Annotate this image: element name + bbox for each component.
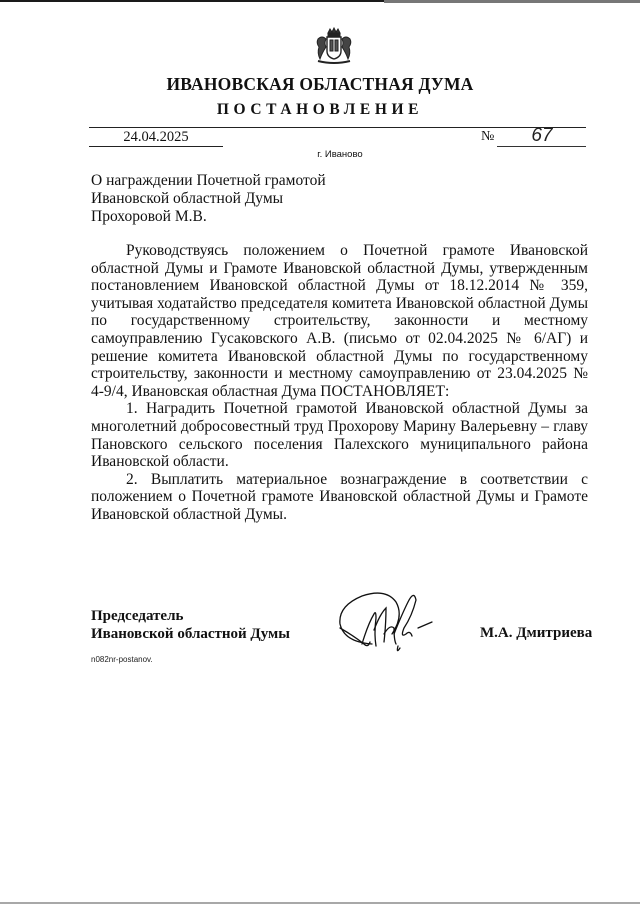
signer-name: М.А. Дмитриева: [480, 625, 593, 641]
date-underline: [89, 146, 223, 147]
preamble-paragraph: Руководствуясь положением о Почетной грамоте Ивановской областной Думы и Грамоте Ивановской областной Думы, утвержденным постановлением Ивановской областной Думы от 18.12.2014 № 359, учитывая ходатайство председателя комитета Ивановской областной Думы по государственному строительству, законности и местному самоуправлению Гусаковского А.В. (письмо от 02.04.2025 № 6/АГ) и решение комитета Ивановской областной Думы по государственному строительству, законности и местному самоуправлению от 23.04.2025 № 4-9/4, Ивановская областная Дума ПОСТАНОВЛЯЕТ:: [91, 242, 588, 400]
subject-line: Прохоровой М.В.: [91, 208, 207, 225]
resolution-item-1: 1. Наградить Почетной грамотой Ивановской областной Думы за многолетний добросовестный труд Прохорову Марину Валерьевну – главу Пановского сельского поселения Палехского муниципального района Ивановской области.: [91, 400, 588, 471]
city-label: г. Иваново: [317, 149, 363, 160]
number-underline: [497, 146, 586, 147]
organization-title: ИВАНОВСКАЯ ОБЛАСТНАЯ ДУМА: [166, 74, 474, 94]
position-line: Ивановской областной Думы: [91, 626, 290, 642]
subject-line: О награждении Почетной грамотой: [91, 172, 326, 189]
position-line: Председатель: [91, 608, 184, 624]
document-body: [91, 242, 588, 524]
document-number: 67: [531, 125, 553, 146]
file-reference: n082nr-postanov.: [91, 655, 153, 664]
document-date: 24.04.2025: [123, 129, 189, 145]
scan-edge-top-shadow: [384, 0, 640, 3]
document-type-heading: ПОСТАНОВЛЕНИЕ: [216, 101, 424, 118]
subject-line: Ивановской областной Думы: [91, 190, 284, 207]
signatory-position: [91, 607, 290, 643]
document-subject: [91, 172, 391, 226]
resolution-item-2: 2. Выплатить материальное вознаграждение в соответствии с положением о Почетной грамоте Ивановской областной Думы и Грамоте Ивановской областной Думы.: [91, 470, 588, 523]
handwritten-signature-icon: [334, 584, 444, 656]
scan-edge-bottom: [0, 902, 640, 904]
number-label: №: [481, 129, 495, 144]
coat-of-arms-icon: [314, 27, 354, 67]
